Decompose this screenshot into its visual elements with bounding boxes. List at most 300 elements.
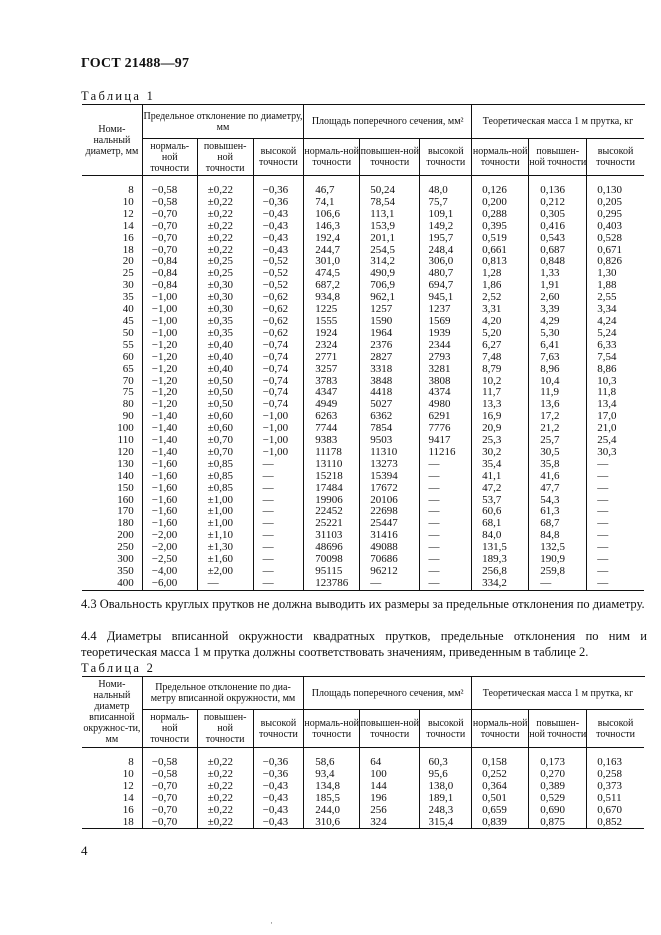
cell-dev-normal: −1,20 xyxy=(142,364,197,376)
cell-mass-increased: 30,5 xyxy=(529,447,587,459)
cell-mass-normal: 6,27 xyxy=(472,340,529,352)
cell-mass-increased: 0,529 xyxy=(529,793,587,805)
cell-mass-high: 4,24 xyxy=(597,314,617,327)
cell-area-increased: 2376 xyxy=(360,340,420,352)
cell-mass-increased: 7,63 xyxy=(529,352,587,364)
cell-area-normal: 244,0 xyxy=(304,805,360,817)
cell-dev-increased: ±1,30 xyxy=(197,542,253,554)
cell-mass-increased: 0,875 xyxy=(529,817,587,829)
cell-mass-normal: 1,86 xyxy=(472,280,529,292)
cell-area-high: 945,1 xyxy=(420,292,472,304)
cell-area-increased: 254,5 xyxy=(360,245,420,257)
cell-mass-high: 0,295 xyxy=(597,207,623,220)
cell-area-high: 4980 xyxy=(420,399,472,411)
table1-sub-increased: повышен-ной точности xyxy=(529,139,587,176)
cell-dev-normal: −1,60 xyxy=(142,483,197,495)
table-row xyxy=(82,781,645,793)
cell-mass-increased: 6,41 xyxy=(529,340,587,352)
cell-dev-high: −0,52 xyxy=(253,268,304,280)
cell-area-increased: 11310 xyxy=(360,447,420,459)
cell-dev-high: −0,36 xyxy=(253,197,304,209)
cell-diameter: 130 xyxy=(82,459,142,471)
cell-dev-high: −0,43 xyxy=(253,781,304,793)
cell-mass-increased: 54,3 xyxy=(529,495,587,507)
cell-dev-normal: −0,70 xyxy=(142,781,197,793)
table1-sub-normal: нормаль-ной точности xyxy=(304,139,360,176)
cell-mass-normal: 0,659 xyxy=(472,805,529,817)
cell-mass-high: 1,88 xyxy=(597,279,617,292)
cell-mass-high: 13,4 xyxy=(597,398,617,411)
cell-mass-normal: 256,8 xyxy=(472,566,529,578)
paragraph-4-3: 4.3 Овальность круглых прутков не должна выводить их размеры за предельные отклонения по диаметру. xyxy=(81,597,645,611)
cell-area-high: 480,7 xyxy=(420,268,472,280)
cell-dev-normal: −1,20 xyxy=(142,399,197,411)
cell-area-normal: 58,6 xyxy=(304,757,360,769)
cell-mass-high: 0,826 xyxy=(597,255,623,268)
cell-mass-high: 3,34 xyxy=(597,303,617,316)
footer-mark: · xyxy=(270,918,273,928)
cell-area-normal: 185,5 xyxy=(304,793,360,805)
table1-header-area: Площадь поперечного сечения, мм² xyxy=(304,105,472,139)
cell-area-increased: 144 xyxy=(360,781,420,793)
cell-dev-normal: −1,00 xyxy=(142,292,197,304)
cell-area-increased: 9503 xyxy=(360,435,420,447)
cell-dev-high: — xyxy=(253,459,304,471)
table-row xyxy=(82,233,645,245)
cell-diameter: 160 xyxy=(82,495,142,507)
cell-mass-increased: 0,848 xyxy=(529,256,587,268)
cell-area-high: 4374 xyxy=(420,387,472,399)
cell-dev-high: −1,00 xyxy=(253,411,304,423)
cell-mass-high: 0,373 xyxy=(597,779,623,792)
cell-dev-increased: ±0,22 xyxy=(197,185,253,197)
cell-dev-normal: −0,70 xyxy=(142,805,197,817)
paragraph-4-4: 4.4 Диаметры вписанной окружности квадратных прутков, предельные отклонения по ним и теоретическая масса 1 м прутка должны соответствовать значениям, приведенным в таблице 2. xyxy=(81,629,647,659)
cell-dev-increased: ±0,22 xyxy=(197,233,253,245)
table-row xyxy=(82,352,645,364)
cell-mass-increased: 1,33 xyxy=(529,268,587,280)
cell-dev-high: −0,43 xyxy=(253,793,304,805)
cell-diameter: 40 xyxy=(82,304,142,316)
cell-mass-increased: 8,96 xyxy=(529,364,587,376)
cell-mass-increased: 0,136 xyxy=(529,185,587,197)
cell-area-increased: 25447 xyxy=(360,518,420,530)
cell-area-increased: 314,2 xyxy=(360,256,420,268)
cell-diameter: 75 xyxy=(82,387,142,399)
cell-dev-normal: −1,20 xyxy=(142,352,197,364)
table2-sub-high: высокой точности xyxy=(420,710,472,748)
table1-sub-normal: нормаль-ной точности xyxy=(142,139,197,176)
cell-dev-increased: ±0,22 xyxy=(197,197,253,209)
cell-mass-normal: 30,2 xyxy=(472,447,529,459)
cell-area-increased: 100 xyxy=(360,769,420,781)
cell-mass-high: — xyxy=(597,517,609,530)
cell-dev-increased: ±0,35 xyxy=(197,328,253,340)
cell-dev-normal: −0,70 xyxy=(142,233,197,245)
cell-mass-increased: 1,91 xyxy=(529,280,587,292)
cell-mass-high: 0,511 xyxy=(597,791,622,804)
cell-dev-high: −0,36 xyxy=(253,769,304,781)
cell-dev-increased: ±0,50 xyxy=(197,387,253,399)
cell-dev-high: −1,00 xyxy=(253,423,304,435)
cell-area-increased: 1257 xyxy=(360,304,420,316)
table2-caption: Таблица 2 xyxy=(81,661,156,675)
cell-diameter: 12 xyxy=(82,781,142,793)
cell-dev-normal: −1,40 xyxy=(142,447,197,459)
cell-mass-high: — xyxy=(597,493,609,506)
cell-area-normal: 934,8 xyxy=(304,292,360,304)
cell-area-normal: 15218 xyxy=(304,471,360,483)
cell-dev-high: −0,74 xyxy=(253,376,304,388)
cell-dev-high: −1,00 xyxy=(253,435,304,447)
cell-dev-high: −0,43 xyxy=(253,221,304,233)
cell-dev-normal: −1,00 xyxy=(142,316,197,328)
cell-mass-high: 7,54 xyxy=(597,350,617,363)
cell-mass-normal: 189,3 xyxy=(472,554,529,566)
cell-area-high: 694,7 xyxy=(420,280,472,292)
table-row xyxy=(82,459,645,471)
cell-mass-high: 0,205 xyxy=(597,195,623,208)
cell-dev-normal: −0,84 xyxy=(142,256,197,268)
cell-diameter: 350 xyxy=(82,566,142,578)
cell-mass-high: — xyxy=(597,553,609,566)
cell-dev-increased: ±1,10 xyxy=(197,530,253,542)
cell-dev-normal: −1,20 xyxy=(142,376,197,388)
cell-dev-high: −0,74 xyxy=(253,352,304,364)
cell-dev-increased: ±1,60 xyxy=(197,554,253,566)
cell-area-high: 149,2 xyxy=(420,221,472,233)
cell-mass-normal: 7,48 xyxy=(472,352,529,364)
table2-sub-increased: повышен-ной точности xyxy=(529,710,587,748)
cell-mass-increased: 13,6 xyxy=(529,399,587,411)
cell-dev-high: — xyxy=(253,471,304,483)
cell-dev-increased: ±0,40 xyxy=(197,340,253,352)
cell-dev-increased: ±0,22 xyxy=(197,805,253,817)
cell-dev-normal: −1,20 xyxy=(142,340,197,352)
page-number: 4 xyxy=(81,843,88,858)
cell-dev-high: −1,00 xyxy=(253,447,304,459)
cell-area-normal: 474,5 xyxy=(304,268,360,280)
cell-mass-increased: 4,29 xyxy=(529,316,587,328)
cell-mass-high: — xyxy=(597,529,609,542)
cell-dev-normal: −1,60 xyxy=(142,459,197,471)
cell-area-normal: 7744 xyxy=(304,423,360,435)
cell-dev-high: — xyxy=(253,483,304,495)
table-row xyxy=(82,483,645,495)
cell-dev-normal: −1,00 xyxy=(142,304,197,316)
cell-mass-increased: — xyxy=(529,578,587,590)
cell-area-increased: 962,1 xyxy=(360,292,420,304)
cell-area-normal: 123786 xyxy=(304,578,360,590)
cell-area-increased: 22698 xyxy=(360,506,420,518)
cell-area-normal: 1225 xyxy=(304,304,360,316)
cell-mass-high: 0,163 xyxy=(597,756,623,768)
cell-diameter: 65 xyxy=(82,364,142,376)
table-row xyxy=(82,805,645,817)
cell-dev-increased: ±0,22 xyxy=(197,757,253,769)
cell-dev-normal: −1,60 xyxy=(142,506,197,518)
cell-diameter: 14 xyxy=(82,221,142,233)
cell-area-high: 306,0 xyxy=(420,256,472,268)
cell-dev-normal: −2,50 xyxy=(142,554,197,566)
cell-dev-normal: −6,00 xyxy=(142,578,197,590)
cell-dev-increased: ±0,22 xyxy=(197,781,253,793)
cell-area-increased: 64 xyxy=(360,757,420,769)
cell-dev-high: −0,43 xyxy=(253,245,304,257)
cell-mass-normal: 53,7 xyxy=(472,495,529,507)
table1-header-mass: Теоретическая масса 1 м прутка, кг xyxy=(472,105,644,139)
cell-mass-normal: 0,364 xyxy=(472,781,529,793)
cell-mass-increased: 41,6 xyxy=(529,471,587,483)
cell-mass-increased: 190,9 xyxy=(529,554,587,566)
cell-dev-high: −0,74 xyxy=(253,387,304,399)
cell-area-normal: 4347 xyxy=(304,387,360,399)
table1-sub-increased: повышен-ной точности xyxy=(197,139,253,176)
cell-mass-normal: 0,813 xyxy=(472,256,529,268)
table2-header-deviation: Предельное отклонение по диа-метру вписанной окружности, мм xyxy=(142,677,303,710)
cell-mass-high: 5,24 xyxy=(597,326,617,339)
cell-area-increased: 490,9 xyxy=(360,268,420,280)
cell-mass-increased: 0,543 xyxy=(529,233,587,245)
cell-diameter: 90 xyxy=(82,411,142,423)
cell-dev-increased: ±0,22 xyxy=(197,245,253,257)
cell-mass-normal: 4,20 xyxy=(472,316,529,328)
cell-area-high: — xyxy=(420,554,472,566)
table-row xyxy=(82,471,645,483)
cell-dev-normal: −1,40 xyxy=(142,411,197,423)
cell-area-increased: 17672 xyxy=(360,483,420,495)
cell-dev-normal: −0,70 xyxy=(142,245,197,257)
cell-mass-increased: 0,173 xyxy=(529,757,587,769)
table1-sub-high: высокой точности xyxy=(253,139,304,176)
cell-mass-high: 17,0 xyxy=(597,410,617,423)
table1-caption: Таблица 1 xyxy=(81,89,156,103)
cell-dev-normal: −1,60 xyxy=(142,471,197,483)
cell-dev-high: −0,43 xyxy=(253,209,304,221)
cell-area-increased: 5027 xyxy=(360,399,420,411)
cell-diameter: 140 xyxy=(82,471,142,483)
cell-mass-high: 30,3 xyxy=(597,445,617,458)
cell-area-increased: 153,9 xyxy=(360,221,420,233)
cell-dev-normal: −2,00 xyxy=(142,530,197,542)
cell-area-increased: 201,1 xyxy=(360,233,420,245)
cell-mass-high: — xyxy=(597,565,609,577)
cell-mass-normal: 60,6 xyxy=(472,506,529,518)
table2 xyxy=(82,676,645,829)
cell-dev-normal: −1,40 xyxy=(142,435,197,447)
cell-dev-normal: −0,70 xyxy=(142,793,197,805)
cell-mass-increased: 3,39 xyxy=(529,304,587,316)
cell-area-normal: 11178 xyxy=(304,447,360,459)
cell-area-high: 189,1 xyxy=(420,793,472,805)
cell-area-high: 138,0 xyxy=(420,781,472,793)
table-row xyxy=(82,209,645,221)
cell-dev-increased: ±1,00 xyxy=(197,506,253,518)
cell-dev-normal: −1,40 xyxy=(142,423,197,435)
cell-mass-normal: 5,20 xyxy=(472,328,529,340)
cell-diameter: 25 xyxy=(82,268,142,280)
cell-area-increased: 7854 xyxy=(360,423,420,435)
cell-dev-increased: ±0,22 xyxy=(197,209,253,221)
cell-dev-increased: ±0,30 xyxy=(197,304,253,316)
table2-sub-normal: нормаль-ной точности xyxy=(304,710,360,748)
cell-mass-high: 0,528 xyxy=(597,231,623,244)
cell-area-normal: 3783 xyxy=(304,376,360,388)
cell-area-high: 3281 xyxy=(420,364,472,376)
cell-area-increased: 49088 xyxy=(360,542,420,554)
cell-area-increased: 196 xyxy=(360,793,420,805)
table1 xyxy=(82,104,645,591)
cell-area-increased: 4418 xyxy=(360,387,420,399)
cell-area-normal: 25221 xyxy=(304,518,360,530)
cell-dev-normal: −1,20 xyxy=(142,387,197,399)
cell-area-normal: 192,4 xyxy=(304,233,360,245)
cell-mass-high: 10,3 xyxy=(597,374,617,387)
cell-area-normal: 74,1 xyxy=(304,197,360,209)
cell-area-increased: — xyxy=(360,578,420,590)
cell-area-normal: 244,7 xyxy=(304,245,360,257)
cell-mass-high: — xyxy=(597,505,609,518)
cell-dev-increased: ±0,30 xyxy=(197,292,253,304)
cell-dev-normal: −0,58 xyxy=(142,185,197,197)
cell-area-high: 48,0 xyxy=(420,185,472,197)
cell-dev-increased: ±0,70 xyxy=(197,447,253,459)
cell-dev-high: — xyxy=(253,495,304,507)
cell-mass-normal: 35,4 xyxy=(472,459,529,471)
cell-area-normal: 106,6 xyxy=(304,209,360,221)
cell-dev-high: — xyxy=(253,542,304,554)
cell-mass-increased: 11,9 xyxy=(529,387,587,399)
cell-area-normal: 3257 xyxy=(304,364,360,376)
table2-sub-normal: нормаль-ной точности xyxy=(142,710,197,748)
cell-mass-normal: 84,0 xyxy=(472,530,529,542)
cell-area-normal: 31103 xyxy=(304,530,360,542)
cell-mass-high: — xyxy=(587,578,644,590)
cell-mass-increased: 21,2 xyxy=(529,423,587,435)
cell-diameter: 50 xyxy=(82,328,142,340)
cell-diameter: 100 xyxy=(82,423,142,435)
cell-mass-normal: 0,200 xyxy=(472,197,529,209)
table-row xyxy=(82,328,645,340)
cell-dev-high: −0,43 xyxy=(253,805,304,817)
cell-diameter: 8 xyxy=(82,757,142,769)
cell-diameter: 120 xyxy=(82,447,142,459)
cell-area-high: 95,6 xyxy=(420,769,472,781)
cell-area-high: — xyxy=(420,566,472,578)
cell-area-increased: 706,9 xyxy=(360,280,420,292)
cell-area-normal: 134,8 xyxy=(304,781,360,793)
table1-sub-normal: нормаль-ной точности xyxy=(472,139,529,176)
cell-area-high: — xyxy=(420,530,472,542)
cell-area-normal: 4949 xyxy=(304,399,360,411)
cell-area-high: 7776 xyxy=(420,423,472,435)
cell-diameter: 18 xyxy=(82,817,142,829)
cell-mass-normal: 20,9 xyxy=(472,423,529,435)
cell-dev-increased: ±1,00 xyxy=(197,518,253,530)
cell-dev-high: −0,62 xyxy=(253,292,304,304)
cell-diameter: 150 xyxy=(82,483,142,495)
cell-dev-high: −0,74 xyxy=(253,340,304,352)
cell-area-normal: 9383 xyxy=(304,435,360,447)
cell-mass-increased: 132,5 xyxy=(529,542,587,554)
cell-dev-increased: ±0,22 xyxy=(197,769,253,781)
cell-dev-normal: −1,00 xyxy=(142,328,197,340)
cell-dev-normal: −0,58 xyxy=(142,197,197,209)
cell-area-high: 195,7 xyxy=(420,233,472,245)
cell-diameter: 16 xyxy=(82,233,142,245)
cell-area-increased: 324 xyxy=(360,817,420,829)
table-row xyxy=(82,578,645,590)
table-row xyxy=(82,793,645,805)
cell-dev-high: −0,74 xyxy=(253,364,304,376)
cell-area-normal: 22452 xyxy=(304,506,360,518)
cell-area-normal: 95115 xyxy=(304,566,360,578)
cell-mass-increased: 47,7 xyxy=(529,483,587,495)
cell-mass-increased: 0,690 xyxy=(529,805,587,817)
table1-header-diameter: Номи-нальный диаметр, мм xyxy=(82,105,142,176)
cell-dev-normal: −0,84 xyxy=(142,268,197,280)
cell-mass-increased: 5,30 xyxy=(529,328,587,340)
cell-area-high: 60,3 xyxy=(420,757,472,769)
cell-mass-high: 0,670 xyxy=(597,803,623,816)
cell-mass-high: — xyxy=(597,457,609,470)
cell-mass-high: 21,0 xyxy=(597,422,617,435)
cell-mass-high: 11,8 xyxy=(597,386,617,399)
cell-dev-high: −0,62 xyxy=(253,328,304,340)
table2-sub-increased: повышен-ной точности xyxy=(360,710,420,748)
cell-diameter: 70 xyxy=(82,376,142,388)
cell-area-high: 9417 xyxy=(420,435,472,447)
cell-dev-increased: ±0,60 xyxy=(197,423,253,435)
cell-dev-normal: −4,00 xyxy=(142,566,197,578)
cell-mass-increased: 0,212 xyxy=(529,197,587,209)
cell-mass-high: — xyxy=(597,481,609,494)
cell-mass-high: 2,55 xyxy=(597,291,617,304)
cell-mass-increased: 0,305 xyxy=(529,209,587,221)
cell-diameter: 8 xyxy=(82,185,142,197)
cell-diameter: 45 xyxy=(82,316,142,328)
table2-header-diameter: Номи-нальный диаметр вписанной окружнос-ти, мм xyxy=(82,677,142,748)
cell-diameter: 250 xyxy=(82,542,142,554)
cell-dev-normal: −0,70 xyxy=(142,817,197,829)
cell-dev-normal: −0,58 xyxy=(142,769,197,781)
cell-area-increased: 1590 xyxy=(360,316,420,328)
cell-mass-high: 0,852 xyxy=(587,817,644,829)
cell-area-high: 2793 xyxy=(420,352,472,364)
cell-mass-high: 0,671 xyxy=(597,243,623,256)
cell-area-high: 248,3 xyxy=(420,805,472,817)
cell-mass-normal: 0,126 xyxy=(472,185,529,197)
cell-diameter: 55 xyxy=(82,340,142,352)
cell-area-normal: 46,7 xyxy=(304,185,360,197)
table2-sub-high: высокой точности xyxy=(587,710,644,748)
cell-area-normal: 687,2 xyxy=(304,280,360,292)
cell-dev-high: −0,43 xyxy=(253,817,304,829)
table2-header-area: Площадь поперечного сечения, мм² xyxy=(304,677,472,710)
cell-mass-normal: 10,2 xyxy=(472,376,529,388)
cell-dev-increased: ±0,22 xyxy=(197,793,253,805)
cell-area-increased: 13273 xyxy=(360,459,420,471)
cell-diameter: 12 xyxy=(82,209,142,221)
cell-diameter: 18 xyxy=(82,245,142,257)
cell-area-high: — xyxy=(420,483,472,495)
cell-mass-high: — xyxy=(597,541,609,554)
cell-dev-high: — xyxy=(253,566,304,578)
cell-mass-high: 25,4 xyxy=(597,434,617,447)
cell-dev-increased: ±0,85 xyxy=(197,471,253,483)
cell-mass-high: 1,30 xyxy=(597,267,617,280)
cell-dev-increased: ±0,35 xyxy=(197,316,253,328)
